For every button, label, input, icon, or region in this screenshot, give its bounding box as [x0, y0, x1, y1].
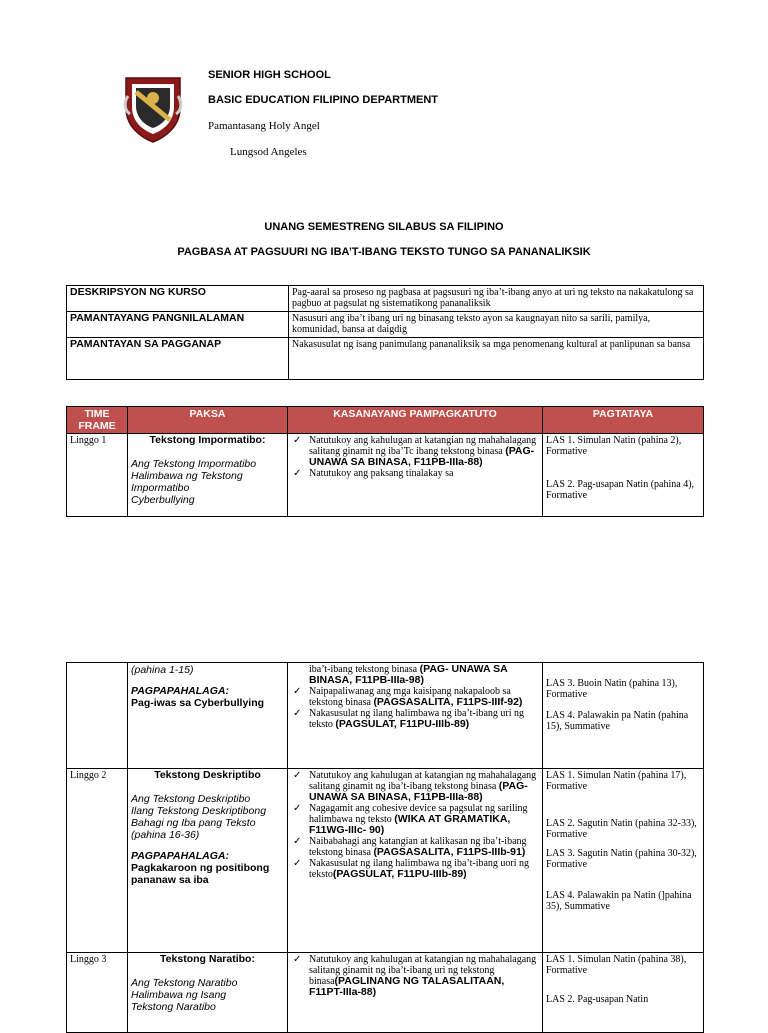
value-heading: PAGPAPAHALAGA:: [131, 685, 229, 697]
skill-item: ✓ Naipapaliwanag ang mga kaisipang nakapaloob sa tekstong binasa (PAGSASALITA, F11PS-IIIf-92): [309, 686, 539, 708]
topic-sub: Ang Tekstong Naratibo: [131, 977, 238, 989]
topic-sub: Halimbawa ng Tekstong: [131, 470, 243, 482]
topic-cell: [128, 663, 288, 769]
value-heading: PAGPAPAHALAGA:: [131, 850, 229, 862]
week-cell: Linggo 2: [67, 769, 128, 953]
topic-title: Tekstong Naratibo:: [160, 953, 255, 965]
topic-cell: [128, 434, 288, 517]
assessment-cell: [543, 663, 704, 769]
schedule-row: [67, 953, 704, 1033]
topic-sub: Ang Tekstong Impormatibo: [131, 458, 257, 470]
info-row: [67, 286, 704, 312]
schedule-row: [67, 434, 704, 517]
info-label: PAMANTAYAN SA PAGGANAP: [67, 338, 289, 380]
skill-item: ✓ Natutukoy ang kahulugan at katangian ng mahahalagang salitang ginamit ng iba’Tc ibang tekstong binasa (PAG- UNAWA SA BINASA, F11PB-IIIa-88): [309, 435, 539, 468]
course-info-table: [66, 285, 704, 380]
skill-continued: iba’t-ibang tekstong binasa (PAG- UNAWA SA BINASA, F11PB-IIIa-98): [309, 663, 508, 686]
assessment-item: LAS 1. Simulan Natin (pahina 17), Formative: [546, 770, 687, 792]
schedule-row: [67, 769, 704, 953]
topic-sub: (pahina 16-36): [131, 829, 200, 841]
city-name: Lungsod Angeles: [230, 146, 307, 158]
skill-item: ✓ Natutukoy ang kahulugan at katangian ng mahahalagang salitang ginamit ng iba’t-ibang tekstong binasa (PAG- UNAWA SA BINASA, F11PB-IIIa-88): [309, 770, 539, 803]
week-cell: Linggo 3: [67, 953, 128, 1033]
week-cell: Linggo 1: [67, 434, 128, 517]
topic-sub: (pahina 1-15): [131, 664, 194, 676]
assessment-cell: [543, 434, 704, 517]
school-level: SENIOR HIGH SCHOOL: [208, 69, 331, 81]
schedule-table-page2: [66, 662, 704, 1033]
university-name: Pamantasang Holy Angel: [208, 120, 320, 132]
value-text: Pag-iwas sa Cyberbullying: [131, 697, 265, 709]
header-kasanayan: KASANAYANG PAMPAGKATUTO: [288, 407, 543, 434]
info-value: Nasusuri ang iba’t ibang uri ng binasang teksto ayon sa kaugnayan nito sa sarili, pamilya, komunidad, bansa at daigdig: [289, 312, 704, 338]
topic-title: Tekstong Impormatibo:: [149, 434, 266, 446]
header-paksa: PAKSA: [128, 407, 288, 434]
assessment-item: LAS 1. Simulan Natin (pahina 38), Formative: [546, 954, 687, 976]
assessment-item: LAS 4. Palawakin pa Natin (pahina 15), Summative: [546, 710, 689, 732]
department-name: BASIC EDUCATION FILIPINO DEPARTMENT: [208, 94, 438, 106]
topic-sub: Halimbawa ng Isang: [131, 989, 227, 1001]
week-cell: [67, 663, 128, 769]
skill-item: ✓ Naibabahagi ang katangian at kalikasan ng iba’t-ibang tekstong binasa (PAGSASALITA, F11PS-IIIb-91): [309, 836, 539, 858]
info-row: [67, 338, 704, 380]
skill-item: ✓ Natutukoy ang kahulugan at katangian ng mahahalagang salitang ginamit ng iba’t-ibang uri ng tekstong binasa(PAGLINANG NG TALASALITAAN, F11PT-IIIa-88): [309, 954, 539, 998]
skill-item: ✓ Nagagamit ang cohesive device sa pagsulat ng sariling halimbawa ng teksto (WIKA AT GRAMATIKA, F11WG-IIIc- 90): [309, 803, 539, 836]
assessment-item: LAS 2. Pag-usapan Natin: [546, 994, 649, 1005]
skills-cell: [288, 769, 543, 953]
skill-item: ✓ Natutukoy ang paksang tinalakay sa: [309, 468, 539, 479]
schedule-table-page1: [66, 406, 704, 517]
topic-cell: [128, 769, 288, 953]
assessment-item: LAS 4. Palawakin pa Natin (]pahina 35), Summative: [546, 890, 692, 912]
assessment-item: LAS 1. Simulan Natin (pahina 2), Formative: [546, 435, 682, 457]
assessment-cell: [543, 953, 704, 1033]
topic-sub: Cyberbullying: [131, 494, 195, 506]
schedule-header-row: [67, 407, 704, 434]
university-seal: [122, 74, 184, 144]
topic-sub: Impormatibo: [131, 482, 190, 494]
topic-sub: Ang Tekstong Deskriptibo: [131, 793, 251, 805]
info-label: PAMANTAYANG PANGNILALAMAN: [67, 312, 289, 338]
skill-item: ✓ Nakasusulat ng ilang halimbawa ng iba’t-ibang uori ng teksto(PAGSULAT, F11PU-IIIb-89): [309, 858, 539, 880]
course-title: PAGBASA AT PAGSUURI NG IBA’T-IBANG TEKSTO TUNGO SA PANANALIKSIK: [177, 246, 591, 258]
info-label: DESKRIPSYON NG KURSO: [67, 286, 289, 312]
skills-cell: [288, 953, 543, 1033]
skills-cell: [288, 663, 543, 769]
value-text: Pagkakaroon ng positibong pananaw sa iba: [131, 862, 270, 886]
schedule-row: [67, 663, 704, 769]
topic-sub: Tekstong Naratibo: [131, 1001, 216, 1013]
assessment-cell: [543, 769, 704, 953]
topic-sub: Bahagi ng Iba pang Teksto: [131, 817, 256, 829]
assessment-item: LAS 3. Buoin Natin (pahina 13), Formative: [546, 678, 678, 700]
info-row: [67, 312, 704, 338]
assessment-item: LAS 2. Sagutin Natin (pahina 32-33), Formative: [546, 818, 697, 840]
skills-cell: [288, 434, 543, 517]
info-value: Pag-aaral sa proseso ng pagbasa at pagsusuri ng iba’t-ibang anyo at uri ng teksto na nakakatulong sa pagbuo at pagsulat ng sistematikong pananaliksik: [289, 286, 704, 312]
info-value: Nakasusulat ng isang panimulang pananaliksik sa mga penomenang kultural at panlipunan sa bansa: [289, 338, 704, 380]
topic-title: Tekstong Deskriptibo: [154, 769, 261, 781]
topic-cell: [128, 953, 288, 1033]
topic-sub: Ilang Tekstong Deskriptibong: [131, 805, 267, 817]
header-pagtataya: PAGTATAYA: [543, 407, 704, 434]
syllabus-title: UNANG SEMESTRENG SILABUS SA FILIPINO: [264, 221, 504, 233]
skill-item: ✓ Nakasusulat ng ilang halimbawa ng iba’t-ibang uri ng teksto (PAGSULAT, F11PU-IIIb-89): [309, 708, 539, 730]
assessment-item: LAS 2. Pag-usapan Natin (pahina 4), Formative: [546, 479, 695, 501]
assessment-item: LAS 3. Sagutin Natin (pahina 30-32), Formative: [546, 848, 697, 870]
header-time-frame: TIME FRAME: [67, 407, 128, 434]
